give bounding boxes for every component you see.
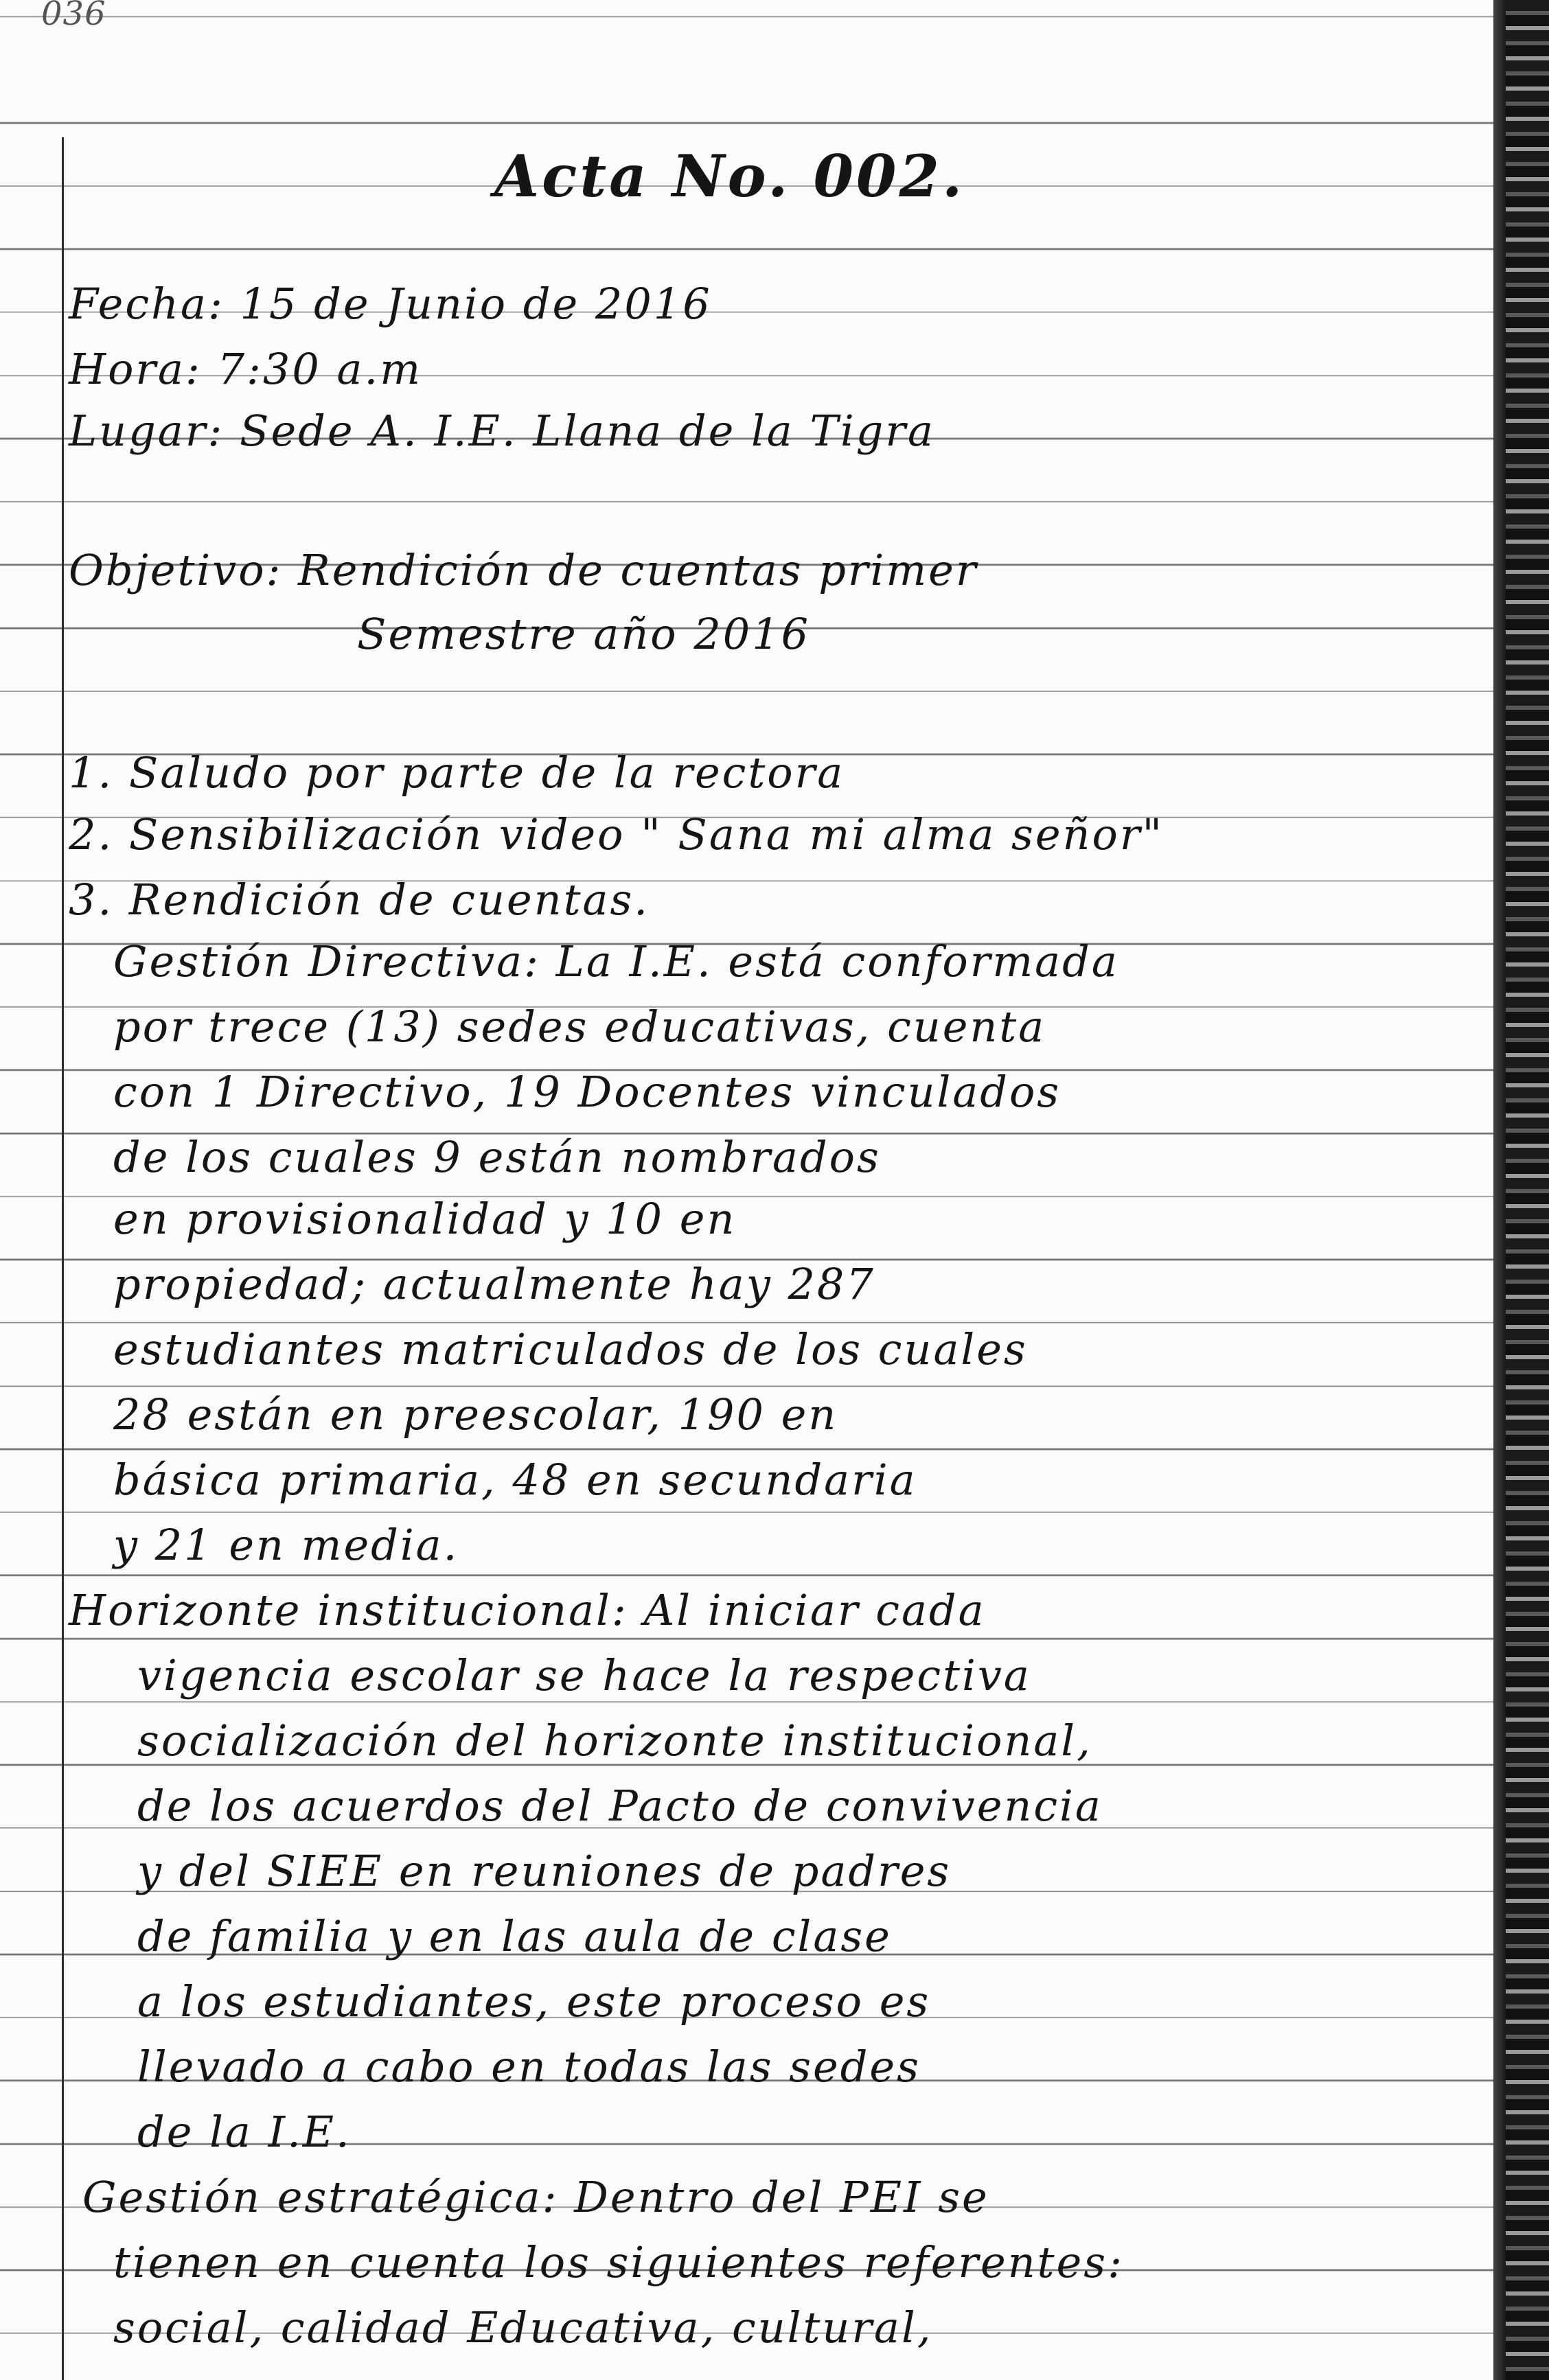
body-line: y 21 en media. [113, 1520, 459, 1570]
body-line: de los acuerdos del Pacto de convivencia [137, 1781, 1103, 1831]
margin-line [62, 137, 64, 2380]
body-line: por trece (13) sedes educativas, cuenta [113, 1002, 1046, 1052]
body-line: básica primaria, 48 en secundaria [113, 1455, 917, 1505]
body-line: tienen en cuenta los siguientes referentes: [113, 2237, 1124, 2287]
time-line: Hora: 7:30 a.m [69, 344, 422, 394]
date-line: Fecha: 15 de Junio de 2016 [69, 279, 712, 329]
objective-line: Objetivo: Rendición de cuentas primer [69, 545, 978, 595]
body-line: estudiantes matriculados de los cuales [113, 1324, 1028, 1374]
body-line: a los estudiantes, este proceso es [137, 1976, 931, 2026]
body-line: y del SIEE en reuniones de padres [137, 1846, 952, 1896]
body-line: Gestión estratégica: Dentro del PEI se [82, 2172, 989, 2222]
document-title: Acta No. 002. [494, 142, 965, 210]
objective-continuation: Semestre año 2016 [357, 609, 811, 659]
body-line: vigencia escolar se hace la respectiva [137, 1650, 1031, 1700]
body-line: llevado a cabo en todas las sedes [137, 2042, 921, 2092]
page-number: 036 [41, 0, 106, 33]
body-line: social, calidad Educativa, cultural, [113, 2302, 933, 2353]
agenda-item: 1. Saludo por parte de la rectora [69, 748, 845, 798]
body-line: Horizonte institucional: Al iniciar cada [69, 1585, 986, 1635]
place-line: Lugar: Sede A. I.E. Llana de la Tigra [69, 406, 935, 456]
agenda-item: 3. Rendición de cuentas. [69, 875, 650, 925]
notebook-binding [1493, 0, 1549, 2380]
body-line: Gestión Directiva: La I.E. está conformada [113, 936, 1119, 986]
body-line: 28 están en preescolar, 190 en [113, 1389, 838, 1440]
body-line: en provisionalidad y 10 en [113, 1194, 737, 1244]
body-line: de la I.E. [137, 2107, 352, 2157]
body-line: con 1 Directivo, 19 Docentes vinculados [113, 1067, 1062, 1117]
body-line: propiedad; actualmente hay 287 [113, 1259, 875, 1309]
body-line: socialización del horizonte institucional, [137, 1715, 1092, 1766]
body-line: de los cuales 9 están nombrados [113, 1132, 881, 1182]
body-line: de familia y en las aula de clase [137, 1911, 892, 1961]
agenda-item: 2. Sensibilización video " Sana mi alma señor" [69, 809, 1164, 859]
